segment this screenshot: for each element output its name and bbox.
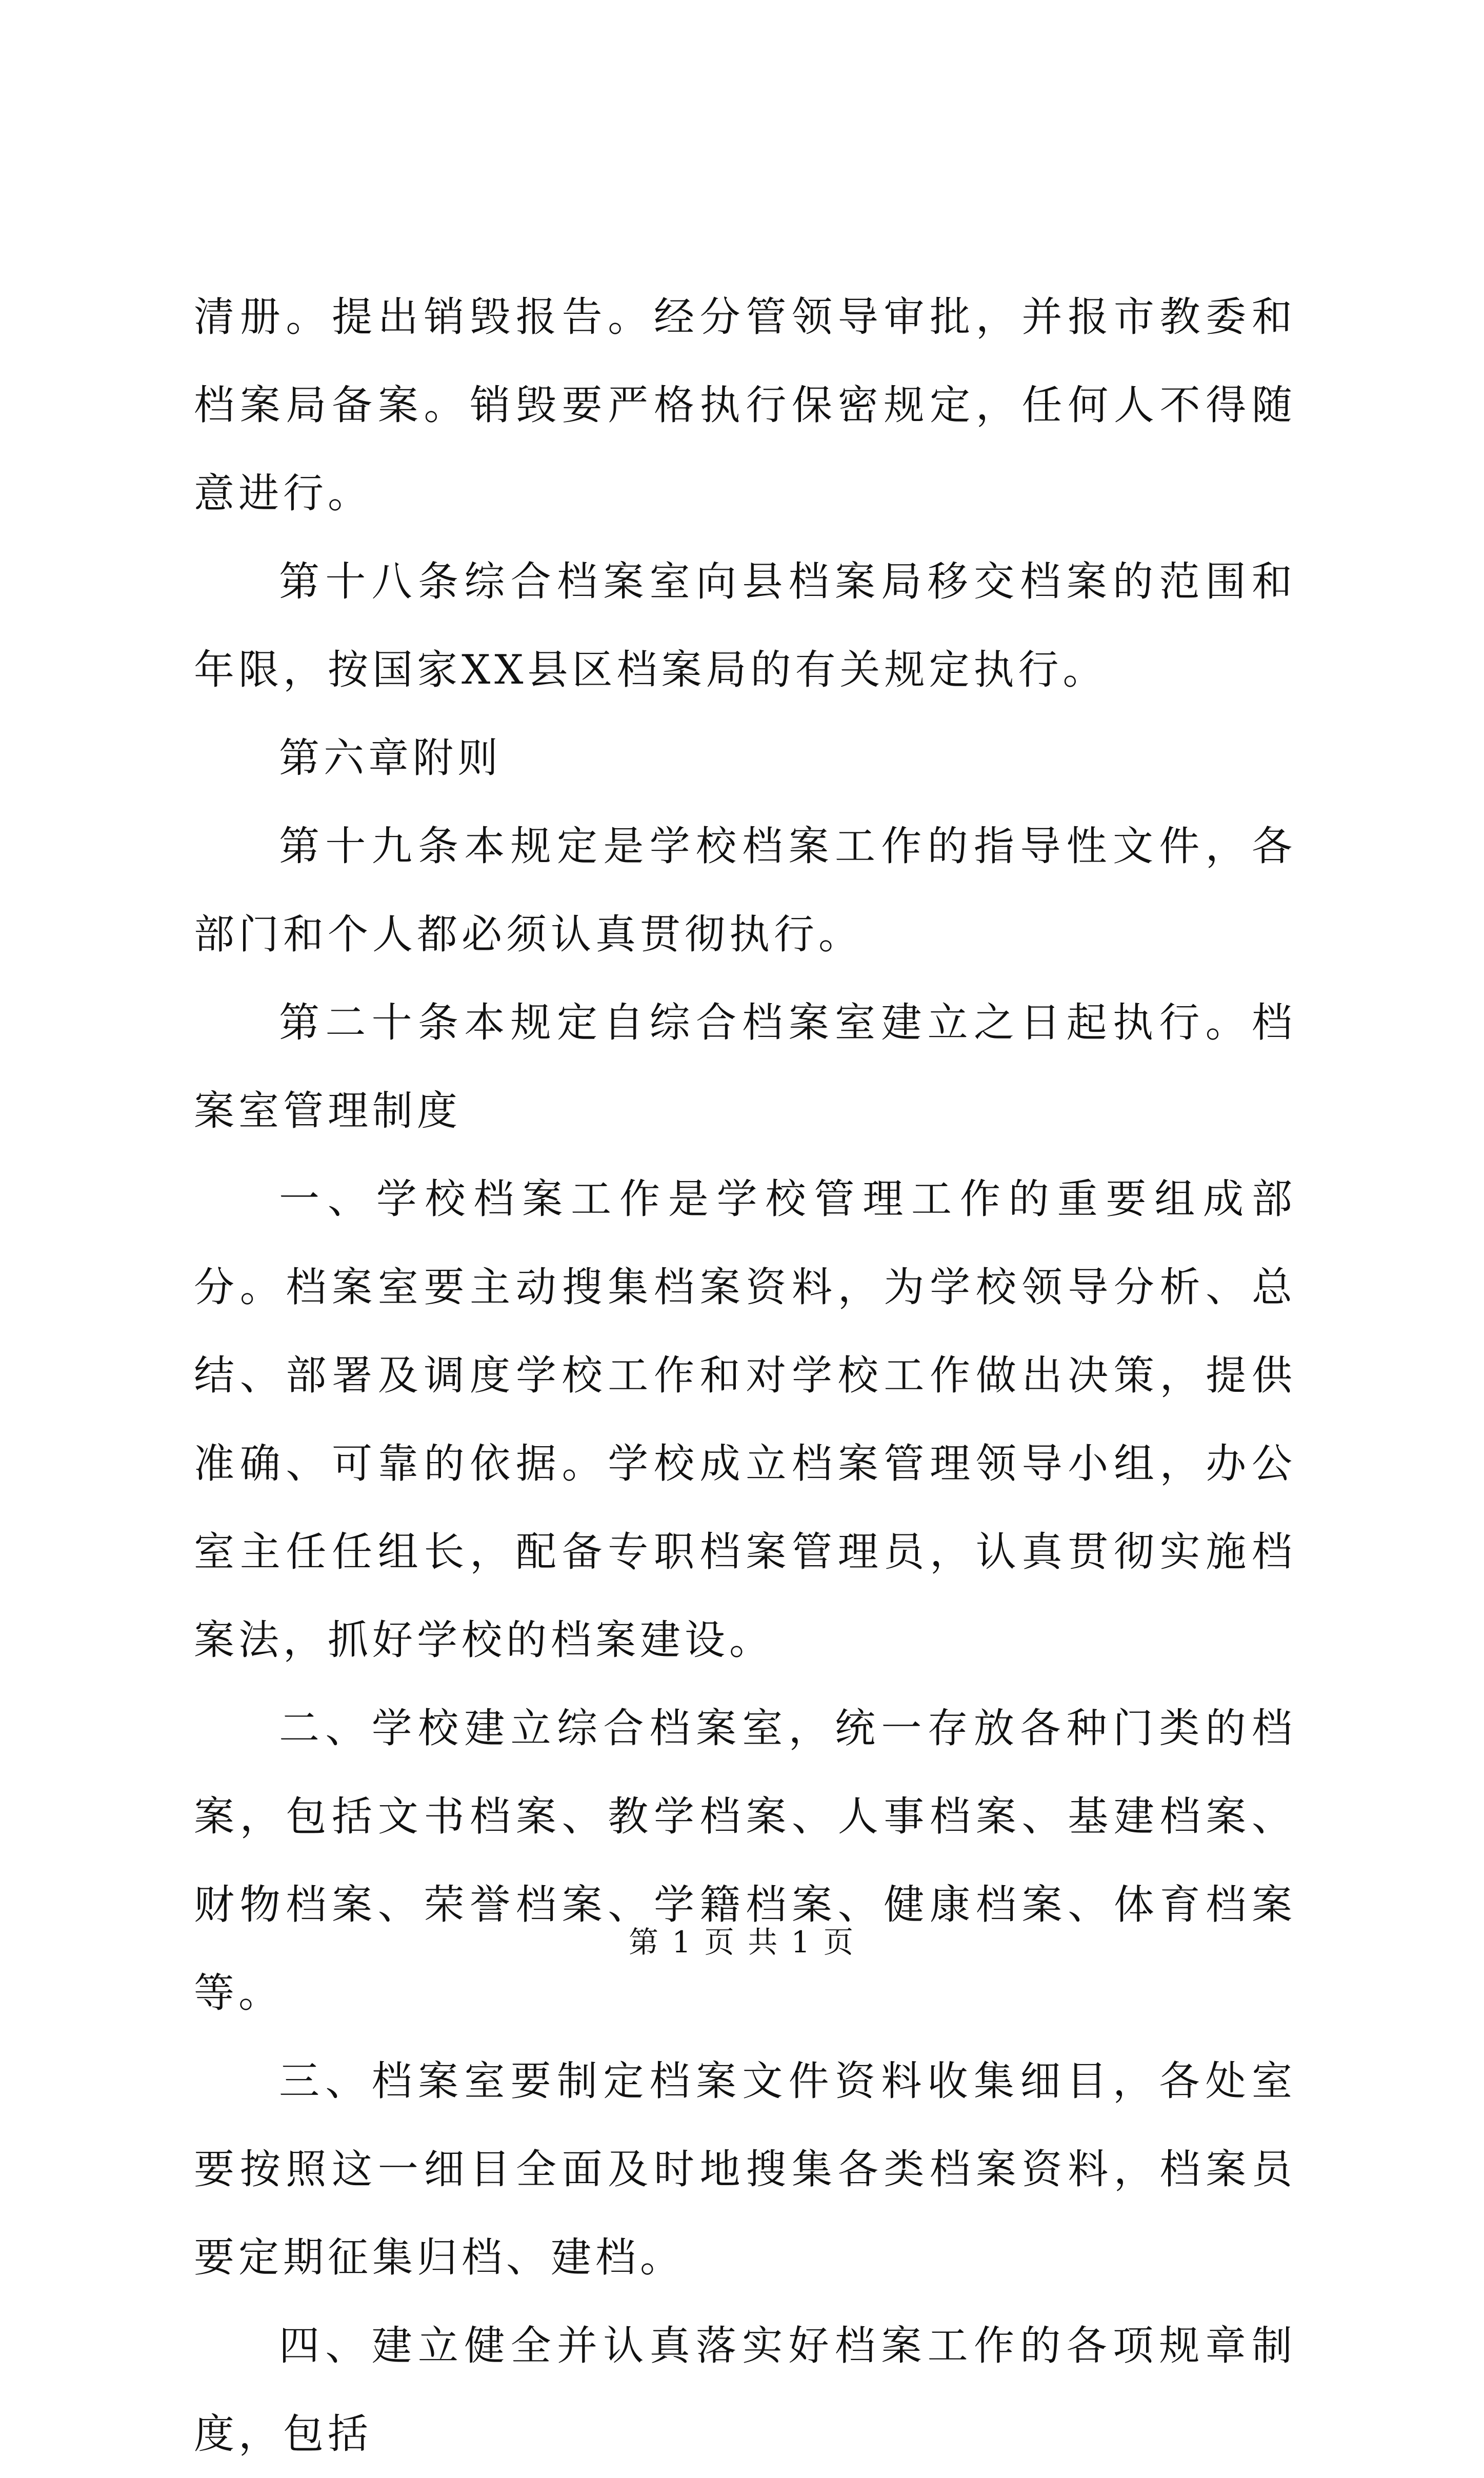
paragraph-item-2: 二、学校建立综合档案室，统一存放各种门类的档案，包括文书档案、教学档案、人事档案、基建档案、财物档案、荣誉档案、学籍档案、健康档案、体育档案等。 xyxy=(194,1705,1296,2016)
paragraph-article-20: 第二十条本规定自综合档案室建立之日起执行。档案室管理制度 xyxy=(194,999,1296,1134)
paragraph-item-3: 三、档案室要制定档案文件资料收集细目，各处室要按照这一细目全面及时地搜集各类档案资料，档案员要定期征集归档、建档。 xyxy=(194,2057,1296,2281)
document-body xyxy=(194,273,1296,2478)
chapter-heading: 第六章附则 xyxy=(279,734,502,782)
paragraph-item-1: 一、学校档案工作是学校管理工作的重要组成部分。档案室要主动搜集档案资料，为学校领导分析、总结、部署及调度学校工作和对学校工作做出决策，提供准确、可靠的依据。学校成立档案管理领导小组，办公室主任任组长，配备专职档案管理员，认真贯彻实施档案法，抓好学校的档案建设。 xyxy=(194,1175,1296,1664)
paragraph-item-4: 四、建立健全并认真落实好档案工作的各项规章制度，包括 xyxy=(194,2322,1296,2457)
paragraph-article-18: 第十八条综合档案室向县档案局移交档案的范围和年限，按国家XX县区档案局的有关规定执行。 xyxy=(194,558,1296,693)
paragraph-destruction: 清册。提出销毁报告。经分管领导审批，并报市教委和档案局备案。销毁要严格执行保密规定，任何人不得随意进行。 xyxy=(194,293,1296,517)
paragraph-article-19: 第十九条本规定是学校档案工作的指导性文件，各部门和个人都必须认真贯彻执行。 xyxy=(194,823,1296,958)
page-number-footer: 第 1 页 共 1 页 xyxy=(629,1925,855,1960)
